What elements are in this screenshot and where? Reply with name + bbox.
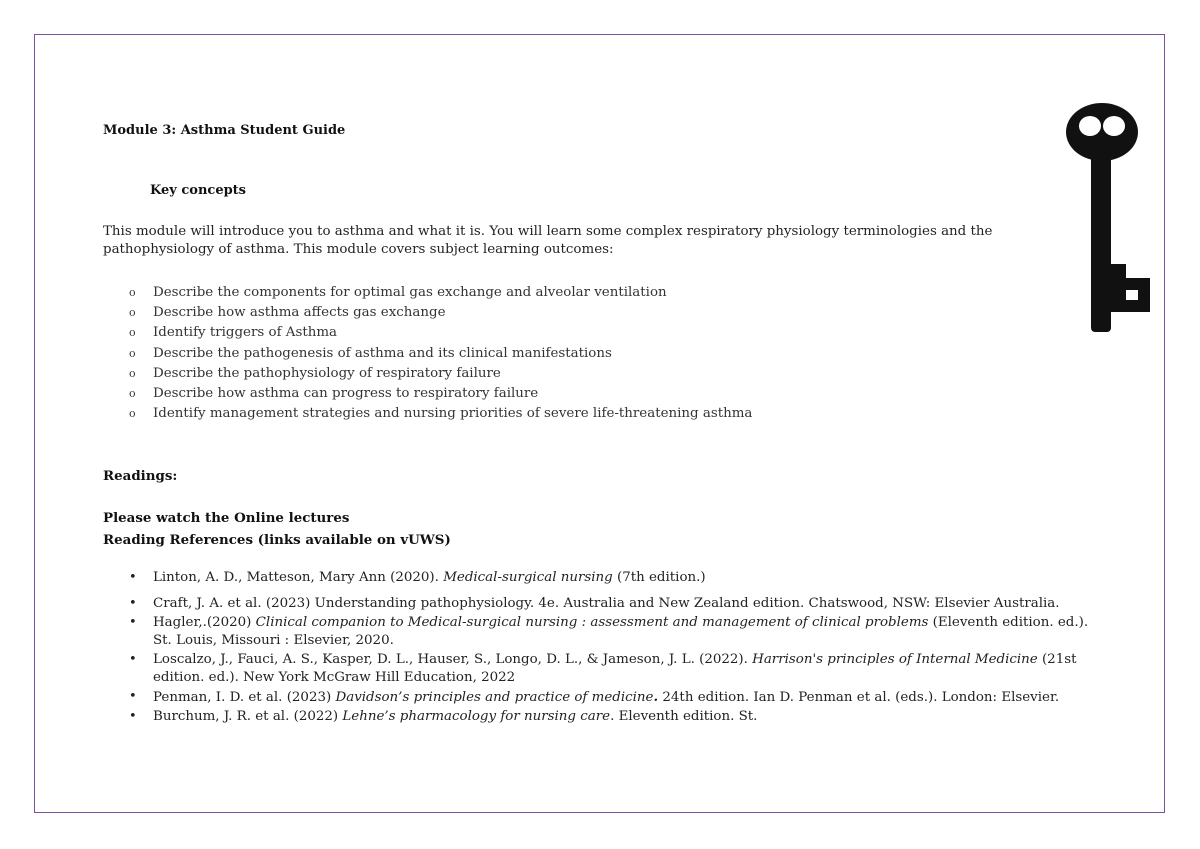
reference-title: Lehne’s pharmacology for nursing care xyxy=(342,709,611,724)
reference-item xyxy=(103,651,1093,687)
outcome-item xyxy=(103,404,752,424)
reference-item xyxy=(103,569,1093,587)
outcome-item xyxy=(103,283,752,303)
module-title: Module 3: Asthma Student Guide xyxy=(103,123,346,138)
reference-post: 24th edition. Ian D. Penman et al. (eds.). London: Elsevier. xyxy=(658,690,1060,705)
outcome-item xyxy=(103,384,752,404)
references-list xyxy=(103,569,1093,727)
bullet-icon: • xyxy=(129,596,137,611)
outcome-text: Identify management strategies and nursing priorities of severe life-threatening asthma xyxy=(153,406,753,422)
watch-lectures-note: Please watch the Online lectures xyxy=(103,510,350,526)
reference-pre: Loscalzo, J., Fauci, A. S., Kasper, D. L., Hauser, S., Longo, D. L., & Jameson, J. L. (2022). xyxy=(153,652,753,667)
reading-references-heading: Reading References (links available on vUWS) xyxy=(103,532,451,548)
hollow-bullet-icon: o xyxy=(129,326,136,340)
bullet-icon: • xyxy=(129,570,137,585)
reference-item xyxy=(103,708,1093,726)
hollow-bullet-icon: o xyxy=(129,306,136,320)
reference-item xyxy=(103,595,1093,613)
bullet-icon: • xyxy=(129,615,137,630)
hollow-bullet-icon: o xyxy=(129,286,136,299)
reference-pre: Linton, A. D., Matteson, Mary Ann (2020). xyxy=(153,570,444,585)
reference-title: Medical-surgical nursing xyxy=(443,570,613,585)
outcome-text: Identify triggers of Asthma xyxy=(153,325,338,341)
reference-item xyxy=(103,614,1093,650)
key-concepts-heading: Key concepts xyxy=(150,183,247,198)
reference-title: Harrison's principles of Internal Medicine xyxy=(752,652,1038,667)
outcome-text: Describe the components for optimal gas exchange and alveolar ventilation xyxy=(153,285,667,300)
bullet-icon: • xyxy=(129,689,137,704)
outcome-item xyxy=(103,303,752,323)
outcome-item xyxy=(103,344,752,364)
key-icon xyxy=(1058,100,1158,340)
hollow-bullet-icon: o xyxy=(129,366,136,380)
reference-item xyxy=(103,688,1093,707)
reference-pre: Burchum, J. R. et al. (2022) xyxy=(153,709,343,724)
reference-post: . Eleventh edition. St. xyxy=(610,709,758,724)
hollow-bullet-icon: o xyxy=(129,346,136,360)
reference-pre: Penman, I. D. et al. (2023) xyxy=(153,690,336,705)
reference-pre: Craft, J. A. et al. (2023) Understanding pathophysiology. 4e. Australia and New Zealand edition. Chatswood, NSW: Elsevier Australia. xyxy=(153,596,1060,611)
outcome-text: Describe how asthma affects gas exchange xyxy=(153,305,446,321)
learning-outcomes-list xyxy=(103,283,752,424)
bullet-icon: • xyxy=(129,709,137,724)
outcome-text: Describe the pathophysiology of respiratory failure xyxy=(153,365,501,381)
reference-pre: Hagler,.(2020) xyxy=(153,615,256,630)
reference-post: (7th edition.) xyxy=(612,570,706,585)
reference-title: Clinical companion to Medical-surgical nursing : assessment and management of clinical problems xyxy=(255,615,929,630)
outcome-item xyxy=(103,323,752,343)
outcome-text: Describe the pathogenesis of asthma and its clinical manifestations xyxy=(153,345,612,361)
reference-post: (21st edition. ed.). New York McGraw Hill Education, 2022 xyxy=(153,652,1077,685)
outcome-item xyxy=(103,364,752,384)
reference-post: (Eleventh edition. ed.). St. Louis, Missouri : Elsevier, 2020. xyxy=(153,615,1089,648)
readings-heading: Readings: xyxy=(103,468,178,484)
reference-title: Davidson’s principles and practice of medicine xyxy=(335,690,654,705)
outcome-text: Describe how asthma can progress to respiratory failure xyxy=(153,386,539,402)
bullet-icon: • xyxy=(129,652,137,667)
hollow-bullet-icon: o xyxy=(129,387,136,401)
intro-paragraph: This module will introduce you to asthma and what it is. You will learn some complex respiratory physiology terminologies and the pathophysiology of asthma. This module covers subject learning outcomes: xyxy=(103,224,993,257)
reference-title-tail: . xyxy=(653,689,659,705)
hollow-bullet-icon: o xyxy=(129,407,136,421)
